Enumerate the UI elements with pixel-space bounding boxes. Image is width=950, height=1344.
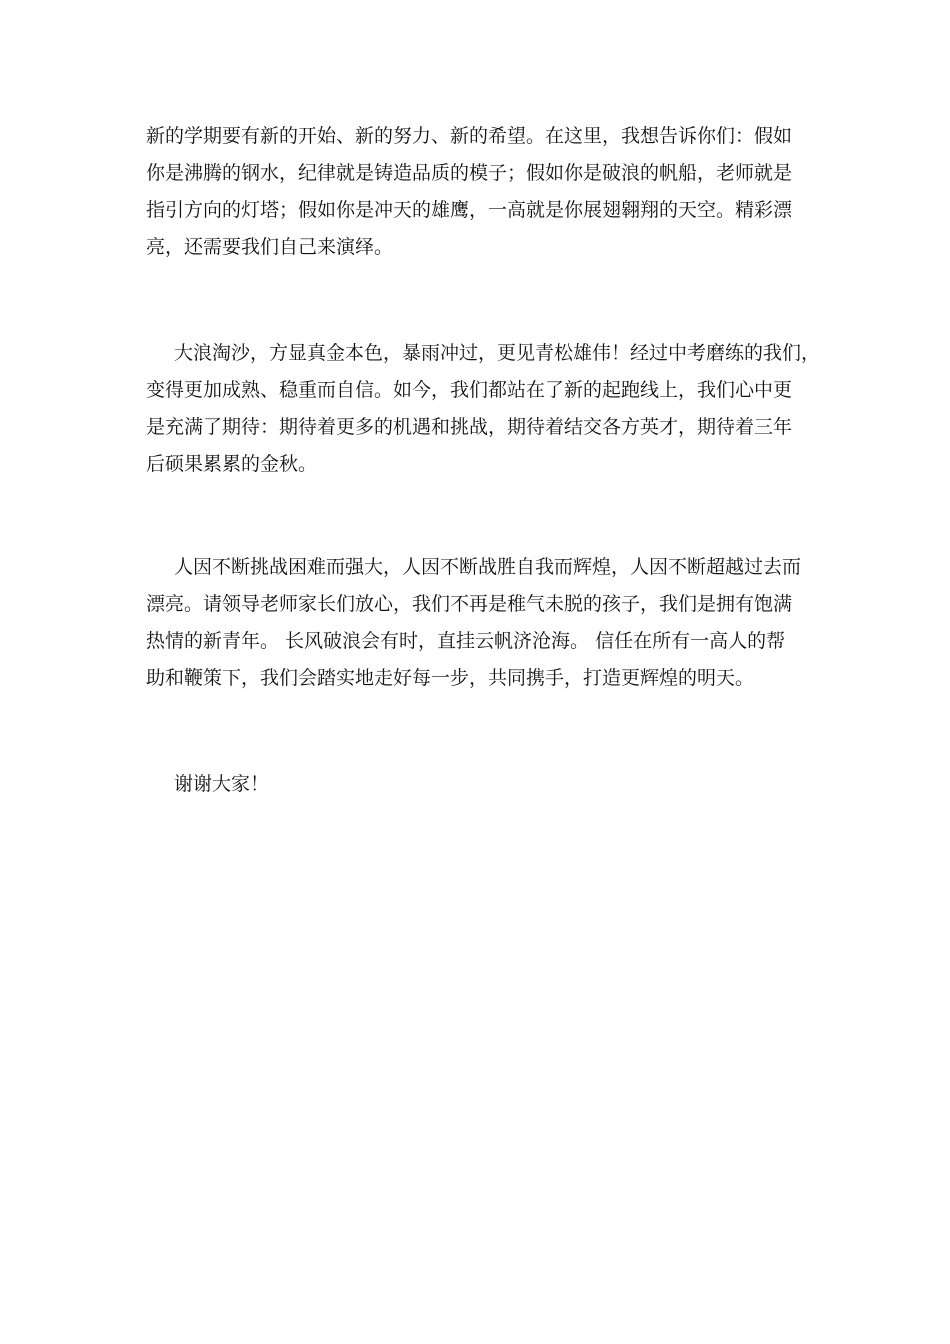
paragraph-line: 漂亮。请领导老师家长们放心，我们不再是稚气未脱的孩子，我们是拥有饱满 (146, 593, 793, 615)
paragraph-new-semester (146, 118, 826, 266)
paragraph-line: 谢谢大家！ (174, 773, 270, 795)
paragraph-line: 是充满了期待：期待着更多的机遇和挑战，期待着结交各方英才，期待着三年 (146, 416, 793, 438)
paragraph-line: 后硕果累累的金秋。 (146, 453, 318, 475)
paragraph-line: 热情的新青年。 长风破浪会有时，直挂云帆济沧海。 信任在所有一高人的帮 (146, 630, 786, 652)
paragraph-thanks (146, 766, 826, 803)
paragraph-line: 新的学期要有新的开始、新的努力、新的希望。在这里，我想告诉你们：假如 (146, 125, 793, 147)
paragraph-line: 大浪淘沙，方显真金本色，暴雨冲过，更见青松雄伟！经过中考磨练的我们， (174, 342, 821, 364)
paragraph-expectations (146, 335, 826, 483)
paragraph-line: 亮，还需要我们自己来演绎。 (146, 236, 394, 258)
paragraph-line: 你是沸腾的钢水，纪律就是铸造品质的模子；假如你是破浪的帆船，老师就是 (146, 162, 793, 184)
paragraph-line: 助和鞭策下，我们会踏实地走好每一步，共同携手，打造更辉煌的明天。 (146, 667, 755, 689)
paragraph-line: 变得更加成熟、稳重而自信。如今，我们都站在了新的起跑线上，我们心中更 (146, 379, 793, 401)
paragraph-line: 人因不断挑战困难而强大，人因不断战胜自我而辉煌，人因不断超越过去而 (174, 556, 802, 578)
paragraph-line: 指引方向的灯塔；假如你是冲天的雄鹰，一高就是你展翅翱翔的天空。精彩漂 (146, 199, 793, 221)
paragraph-commitment (146, 549, 826, 697)
